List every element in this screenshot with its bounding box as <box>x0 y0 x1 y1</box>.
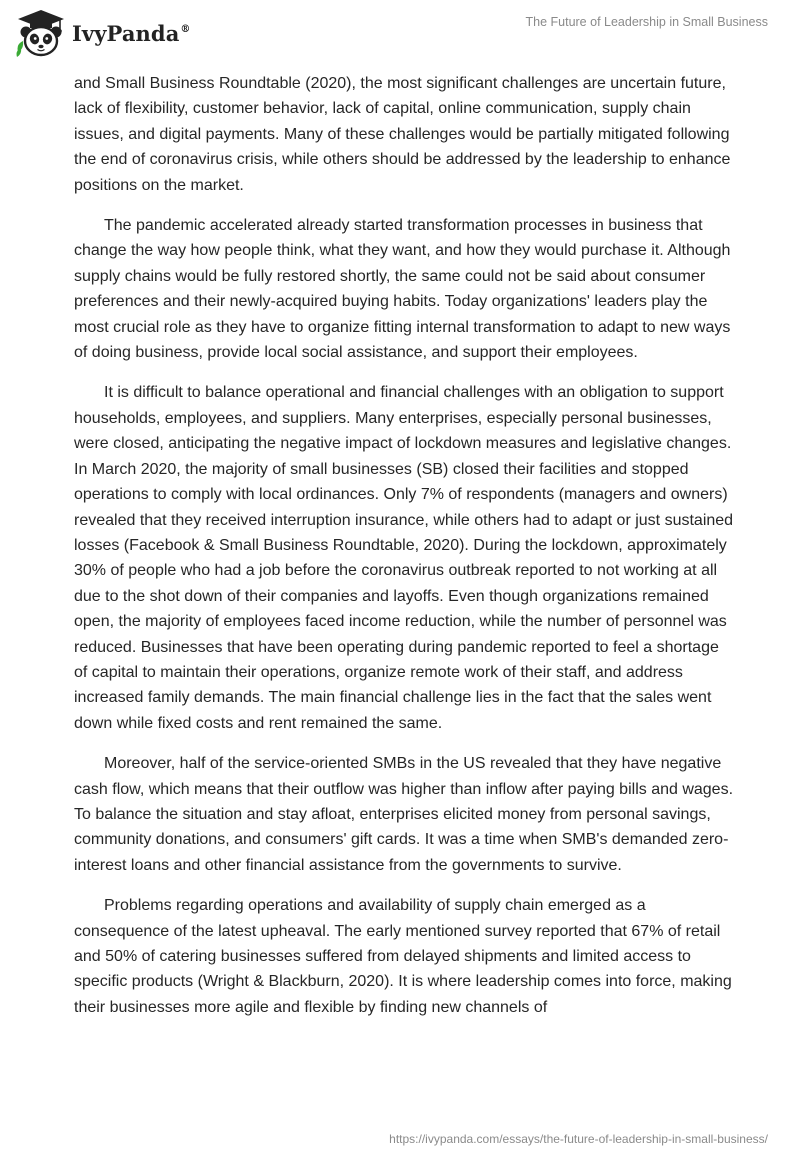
brand-name: IvyPanda® <box>72 20 191 46</box>
source-url[interactable]: https://ivypanda.com/essays/the-future-of-leadership-in-small-business/ <box>389 1132 768 1146</box>
paragraph-3: It is difficult to balance operational and financial challenges with an obligation to support households, employees, and suppliers. Many enterprises, especially personal businesses, were closed, anticipating the negative impact of lockdown measures and legislative changes. In March 2020, the majority of small businesses (SB) closed their facilities and stopped operations to comply with local ordinances. Only 7% of respondents (managers and owners) revealed that they received interruption insurance, while others had to adapt or just sustained losses (Facebook & Small Business Roundtable, 2020). During the lockdown, approximately 30% of people who had a job before the coronavirus outbreak reported to not working at all due to the shot down of their companies and layoffs. Even though organizations remained open, the majority of employees faced income reduction, while the number of personnel was reduced. Businesses that have been operating during pandemic reported to feel a shortage of capital to maintain their operations, organize remote work of their staff, and address increased family demands. The main financial challenge lies in the fact that the sales went down while fixed costs and rent remained the same. <box>74 384 734 732</box>
paragraph-2: The pandemic accelerated already started transformation processes in business that change the way how people think, what they want, and how they would purchase it. Although supply chains would be fully restored shortly, the same could not be said about consumer preferences and their newly-acquired buying habits. Today organizations' leaders play the most crucial role as they have to organize fitting internal transformation to adapt to new ways of doing business, provide local social assistance, and support their employees. <box>74 217 731 362</box>
essay-body <box>74 71 734 1035</box>
paragraph-4: Moreover, half of the service-oriented SMBs in the US revealed that they have negative cash flow, which means that their outflow was higher than inflow after paying bills and wages. To balance the situation and stay afloat, enterprises elicited money from personal savings, community donations, and consumers' gift cards. It was a time when SMB's demanded zero-interest loans and other financial assistance from the governments to survive. <box>74 755 734 874</box>
paragraph-5: Problems regarding operations and availability of supply chain emerged as a consequence of the latest upheaval. The early mentioned survey reported that 67% of retail and 50% of catering businesses suffered from delayed shipments and limited access to specific products (Wright & Blackburn, 2020). It is where leadership comes into force, making their businesses more agile and flexible by finding new channels of <box>74 897 732 1016</box>
ivypanda-logo[interactable] <box>14 8 191 58</box>
page-header <box>0 0 800 62</box>
document-title: The Future of Leadership in Small Business <box>525 15 768 29</box>
registered-mark: ® <box>180 23 191 35</box>
panda-graduate-icon <box>14 8 68 58</box>
paragraph-1: and Small Business Roundtable (2020), the most significant challenges are uncertain future, lack of flexibility, customer behavior, lack of capital, online communication, supply chain issues, and digital payments. Many of these challenges would be partially mitigated following the end of coronavirus crisis, while others should be addressed by the leadership to enhance positions on the market. <box>74 75 731 194</box>
